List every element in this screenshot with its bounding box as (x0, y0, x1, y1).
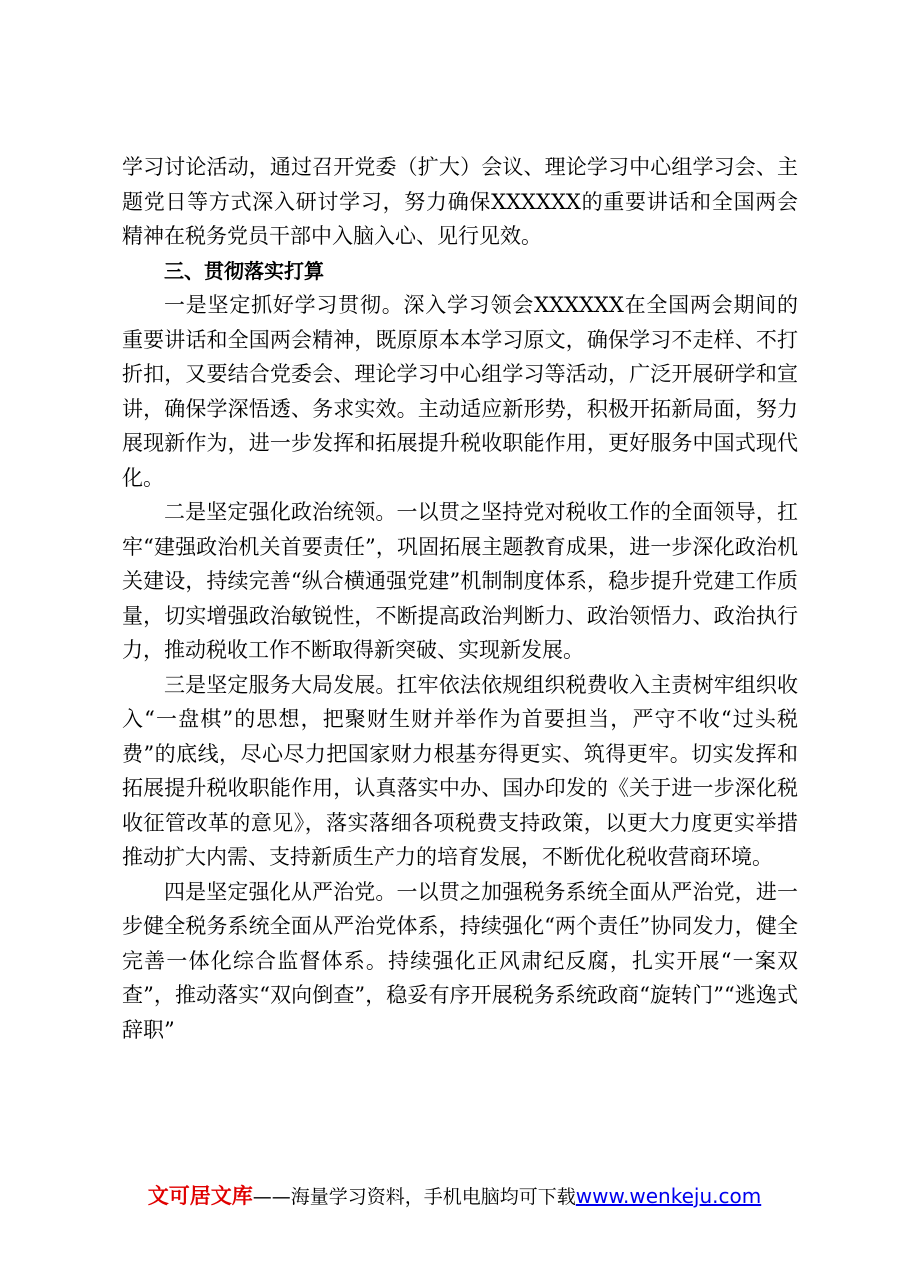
footer-link[interactable]: www.wenkeju.com (575, 1184, 762, 1208)
footer-brand: 文可居文库 (147, 1184, 253, 1208)
paragraph-item-2: 二是坚定强化政治统领。一以贯之坚持党对税收工作的全面领导，扛牢“建强政治机关首要责任”，巩固拓展主题教育成果，进一步深化政治机关建设，持续完善“纵合横通强党建”机制制度体系，稳步提升党建工作质量，切实增强政治敏锐性，不断提高政治判断力、政治领悟力、政治执行力，推动税收工作不断取得新突破、实现新发展。 (122, 500, 798, 662)
paragraph-continued: 学习讨论活动，通过召开党委（扩大）会议、理论学习中心组学习会、主题党日等方式深入研讨学习，努力确保XXXXXX的重要讲话和全国两会精神在税务党员干部中入脑入心、见行见效。 (122, 155, 798, 248)
footer-banner (0, 1180, 909, 1210)
footer-tagline: ——海量学习资料，手机电脑均可下载 (252, 1186, 576, 1208)
paragraph-item-3: 三是坚定服务大局发展。扛牢依法依规组织税费收入主责树牢组织收入“一盘棋”的思想，把聚财生财并举作为首要担当，严守不收“过头税费”的底线，尽心尽力把国家财力根基夯得更实、筑得更牢。切实发挥和拓展提升税收职能作用，认真落实中办、国办印发的《关于进一步深化税收征管改革的意见》，落实落细各项税费支持政策，以更大力度更实举措推动扩大内需、支持新质生产力的培育发展，不断优化税收营商环境。 (122, 672, 798, 869)
document-body (122, 150, 798, 1047)
paragraph-item-4: 四是坚定强化从严治党。一以贯之加强税务系统全面从严治党，进一步健全税务系统全面从严治党体系，持续强化“两个责任”协同发力，健全完善一体化综合监督体系。持续强化正风肃纪反腐，扎实开展“一案双查”，推动落实“双向倒查”，稳妥有序开展税务系统政商“旋转门”“逃逸式辞职” (122, 879, 798, 1042)
paragraph-item-1: 一是坚定抓好学习贯彻。深入学习领会XXXXXX在全国两会期间的重要讲话和全国两会精神，既原原本本学习原文，确保学习不走样、不打折扣，又要结合党委会、理论学习中心组学习等活动，广泛开展研学和宣讲，确保学深悟透、务求实效。主动适应新形势，积极开拓新局面，努力展现新作为，进一步发挥和拓展提升税收职能作用，更好服务中国式现代化。 (122, 293, 798, 490)
section-heading: 三、贯彻落实打算 (164, 258, 324, 283)
